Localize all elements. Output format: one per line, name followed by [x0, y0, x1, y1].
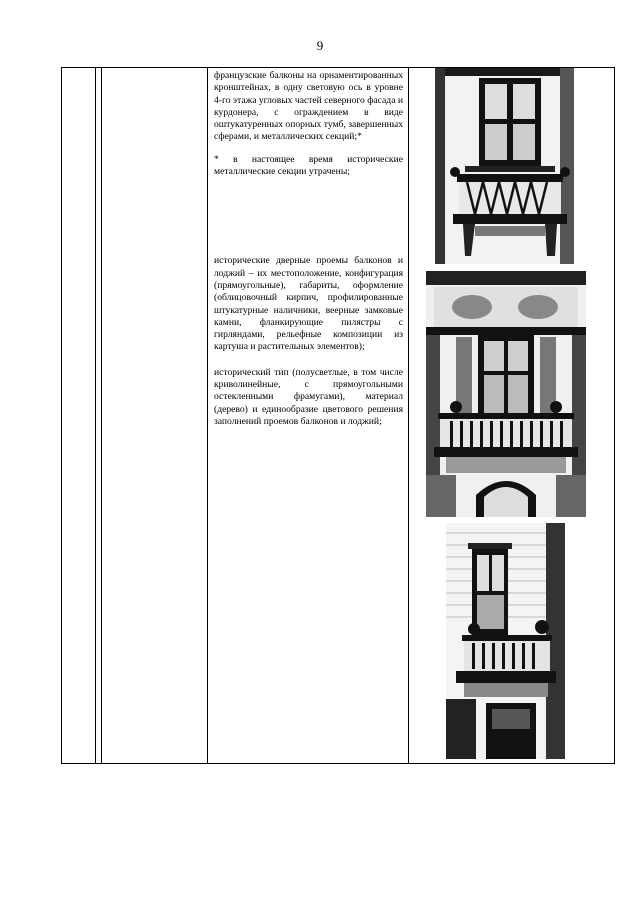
page-number: 9 [316, 38, 324, 53]
description-cell [208, 68, 409, 764]
description-paragraph: исторический тип (полусветлые, в том числе криволинейные, с прямоугольными остекленными фрамугами), материал (дерево) и единообразие цветового решения заполнений проемов балконов и лоджий; [214, 366, 403, 427]
description-paragraph: французские балконы на орнаментированных кронштейнах, в одну световую ось в уровне 4-го этажа угловых частей северного фасада и курдонера, с ограждением в виде оштукатуренных опорных тумб, завершенных сферами, и металлических секций;* [214, 70, 403, 143]
balcony-photo-icon [435, 68, 574, 264]
footnote-paragraph: * в настоящее время исторические металлические секции утрачены; [214, 153, 403, 178]
balcony-photo-icon [426, 271, 586, 517]
photo-loggia-door [426, 271, 586, 517]
number-cell [62, 68, 96, 764]
photo-balcony-door [446, 523, 565, 759]
balcony-photo-icon [446, 523, 565, 759]
category-cell [102, 68, 208, 764]
photo-french-balcony [435, 68, 574, 264]
description-paragraph: исторические дверные проемы балконов и лоджий – их местоположение, конфигурация (прямоугольные), габариты, оформление (облицовочный кирпич, профилированные штукатурные наличники, веерные замковые камни, фланкирующие пилястры с гирляндами, рельефные композиции из картуша и растительных элементов); [214, 255, 403, 353]
